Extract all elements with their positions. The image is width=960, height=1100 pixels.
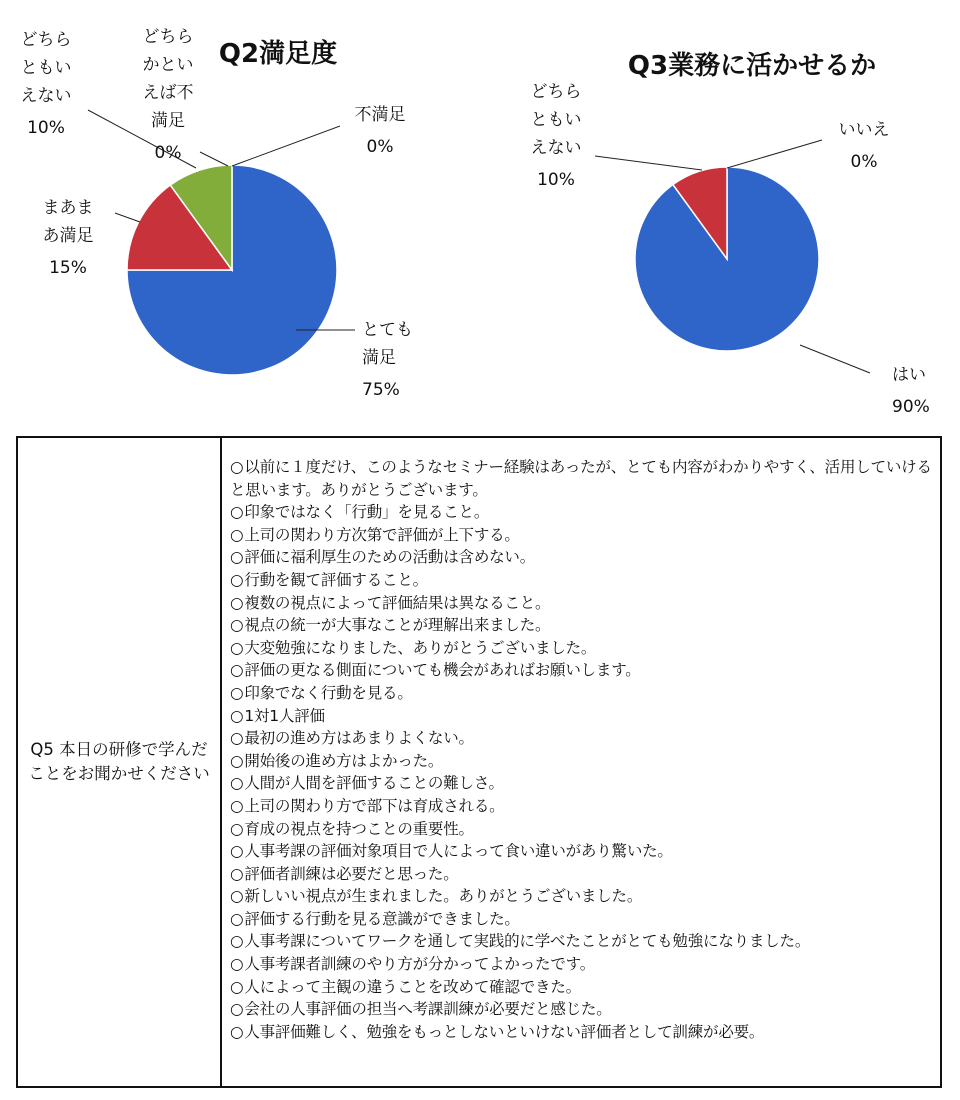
leader-line <box>115 213 140 222</box>
q5-answer-item <box>230 592 940 615</box>
q5-answer-item <box>230 569 940 592</box>
q5-answer-text: 上司の関わり方で部下は育成される。 <box>244 796 505 815</box>
q5-answer-item <box>230 456 940 501</box>
q5-answer-item <box>230 930 940 953</box>
q5-answer-text: 評価する行動を見る意識ができました。 <box>244 909 520 928</box>
q5-answer-item <box>230 908 940 931</box>
slice-label: いいえ <box>838 120 890 140</box>
circle-bullet: ○ <box>230 932 244 951</box>
q5-answer-text: 人事考課の評価対象項目で人によって食い違いがあり驚いた。 <box>244 842 673 861</box>
q5-answer-item <box>230 1021 940 1044</box>
circle-bullet: ○ <box>230 887 244 906</box>
q5-answer-item <box>230 885 940 908</box>
circle-bullet: ○ <box>230 616 244 635</box>
circle-bullet: ○ <box>230 503 244 522</box>
slice-label: ともい <box>20 58 72 78</box>
slice-percent-label: 90% <box>892 397 930 417</box>
slice-label: えば不 <box>142 83 194 103</box>
q5-answer-item <box>230 772 940 795</box>
q5-answer-text: 育成の視点を持つことの重要性。 <box>244 819 474 838</box>
slice-label: ともい <box>530 110 582 130</box>
chart-title: Q2満足度 <box>218 39 338 69</box>
q5-answer-text: 複数の視点によって評価結果は異なること。 <box>244 593 551 612</box>
slice-label: はい <box>892 365 926 385</box>
q5-answer-text: 開始後の進め方はよかった。 <box>244 751 444 770</box>
slice-label: 満足 <box>362 348 396 368</box>
circle-bullet: ○ <box>230 774 244 793</box>
q5-answer-text: 評価の更なる側面についても機会があればお願いします。 <box>244 661 641 680</box>
slice-label: かとい <box>142 55 194 75</box>
slice-label: どちら <box>20 30 72 50</box>
q5-answer-text: 人事評価難しく、勉強をもっとしないといけない評価者として訓練が必要。 <box>244 1022 765 1041</box>
circle-bullet: ○ <box>230 548 244 567</box>
q5-answer-text: 大変勉強になりました、ありがとうございました。 <box>244 638 597 657</box>
q5-answer-item <box>230 998 940 1021</box>
slice-percent-label: 75% <box>362 380 400 400</box>
circle-bullet: ○ <box>230 842 244 861</box>
q5-answer-item <box>230 863 940 886</box>
q5-answer-item <box>230 705 940 728</box>
slice-percent-label: 0% <box>366 137 394 157</box>
q5-answer-text: 会社の人事評価の担当へ考課訓練が必要だと感じた。 <box>244 1000 612 1019</box>
q5-answer-item <box>230 546 940 569</box>
circle-bullet: ○ <box>230 796 244 815</box>
q5-answer-text: 最初の進め方はあまりよくない。 <box>244 729 474 748</box>
q5-answer-item <box>230 727 940 750</box>
leader-line <box>595 156 702 170</box>
chart-title: Q3業務に活かせるか <box>627 51 877 81</box>
q5-question-cell: Q5 本日の研修で学んだことをお聞かせください <box>18 438 222 1086</box>
q2-satisfaction-pie-chart <box>21 27 414 400</box>
slice-label: あ満足 <box>42 226 94 246</box>
circle-bullet: ○ <box>230 864 244 883</box>
circle-bullet: ○ <box>230 751 244 770</box>
slice-label: えない <box>20 86 72 106</box>
q5-answer-list <box>222 438 940 1086</box>
circle-bullet: ○ <box>230 1022 244 1041</box>
slice-label: どちら <box>530 82 582 102</box>
q5-answer-text: 上司の関わり方次第で評価が上下する。 <box>244 525 520 544</box>
slice-label: とても <box>362 320 413 340</box>
q5-answer-text: 印象ではなく「行動」を見ること。 <box>244 503 490 522</box>
q5-answer-item <box>230 501 940 524</box>
slice-label: 不満足 <box>354 105 406 125</box>
q5-answer-text: 評価に福利厚生のための活動は含めない。 <box>244 548 536 567</box>
leader-line <box>800 345 870 373</box>
q5-answer-text: 人間が人間を評価することの難しさ。 <box>244 774 504 793</box>
leader-line <box>727 140 822 168</box>
slice-percent-label: 10% <box>537 170 575 190</box>
q5-answer-item <box>230 976 940 999</box>
circle-bullet: ○ <box>230 661 244 680</box>
circle-bullet: ○ <box>230 909 244 928</box>
q5-answer-text: 1対1人評価 <box>244 706 325 725</box>
charts-area <box>0 0 960 430</box>
q5-answer-text: 印象でなく行動を見る。 <box>244 683 413 702</box>
q3-usefulness-pie-chart <box>531 51 930 417</box>
q5-table <box>16 436 942 1088</box>
slice-percent-label: 10% <box>27 118 65 138</box>
circle-bullet: ○ <box>230 955 244 974</box>
circle-bullet: ○ <box>230 593 244 612</box>
q5-answer-item <box>230 614 940 637</box>
q5-answer-item <box>230 840 940 863</box>
q5-answer-item <box>230 795 940 818</box>
slice-percent-label: 15% <box>49 258 87 278</box>
q5-answer-text: 人事考課についてワークを通して実践的に学べたことがとても勉強になりました。 <box>244 932 811 951</box>
q5-answer-text: 新しいい視点が生まれました。ありがとうございました。 <box>244 887 643 906</box>
circle-bullet: ○ <box>230 458 244 476</box>
q5-answer-text: 行動を観て評価すること。 <box>244 570 428 589</box>
circle-bullet: ○ <box>230 729 244 748</box>
q5-answer-item <box>230 659 940 682</box>
q5-answer-item <box>230 637 940 660</box>
circle-bullet: ○ <box>230 706 244 725</box>
q5-answer-item <box>230 818 940 841</box>
circle-bullet: ○ <box>230 683 244 702</box>
circle-bullet: ○ <box>230 638 244 657</box>
slice-label: どちら <box>142 27 194 47</box>
q5-answer-item <box>230 750 940 773</box>
circle-bullet: ○ <box>230 570 244 589</box>
q5-answer-text: 人によって主観の違うことを改めて確認できた。 <box>244 977 581 996</box>
leader-line <box>232 126 340 166</box>
circle-bullet: ○ <box>230 1000 244 1019</box>
q5-answer-item <box>230 682 940 705</box>
slice-percent-label: 0% <box>154 143 182 163</box>
slice-label: まあま <box>42 198 94 218</box>
q5-answer-item <box>230 524 940 547</box>
q5-answer-text: 以前に１度だけ、このようなセミナー経験はあったが、とても内容がわかりやすく、活用していけると思います。ありがとうございます。 <box>230 458 932 499</box>
slice-percent-label: 0% <box>850 152 878 172</box>
q5-answer-text: 評価者訓練は必要だと思った。 <box>244 864 459 883</box>
circle-bullet: ○ <box>230 525 244 544</box>
q5-answer-text: 視点の統一が大事なことが理解出来ました。 <box>244 616 551 635</box>
circle-bullet: ○ <box>230 819 244 838</box>
slice-label: えない <box>530 138 582 158</box>
leader-line <box>200 152 228 166</box>
q5-answer-text: 人事考課者訓練のやり方が分かってよかったです。 <box>244 955 595 974</box>
slice-label: 満足 <box>151 111 185 131</box>
q5-answer-item <box>230 953 940 976</box>
circle-bullet: ○ <box>230 977 244 996</box>
